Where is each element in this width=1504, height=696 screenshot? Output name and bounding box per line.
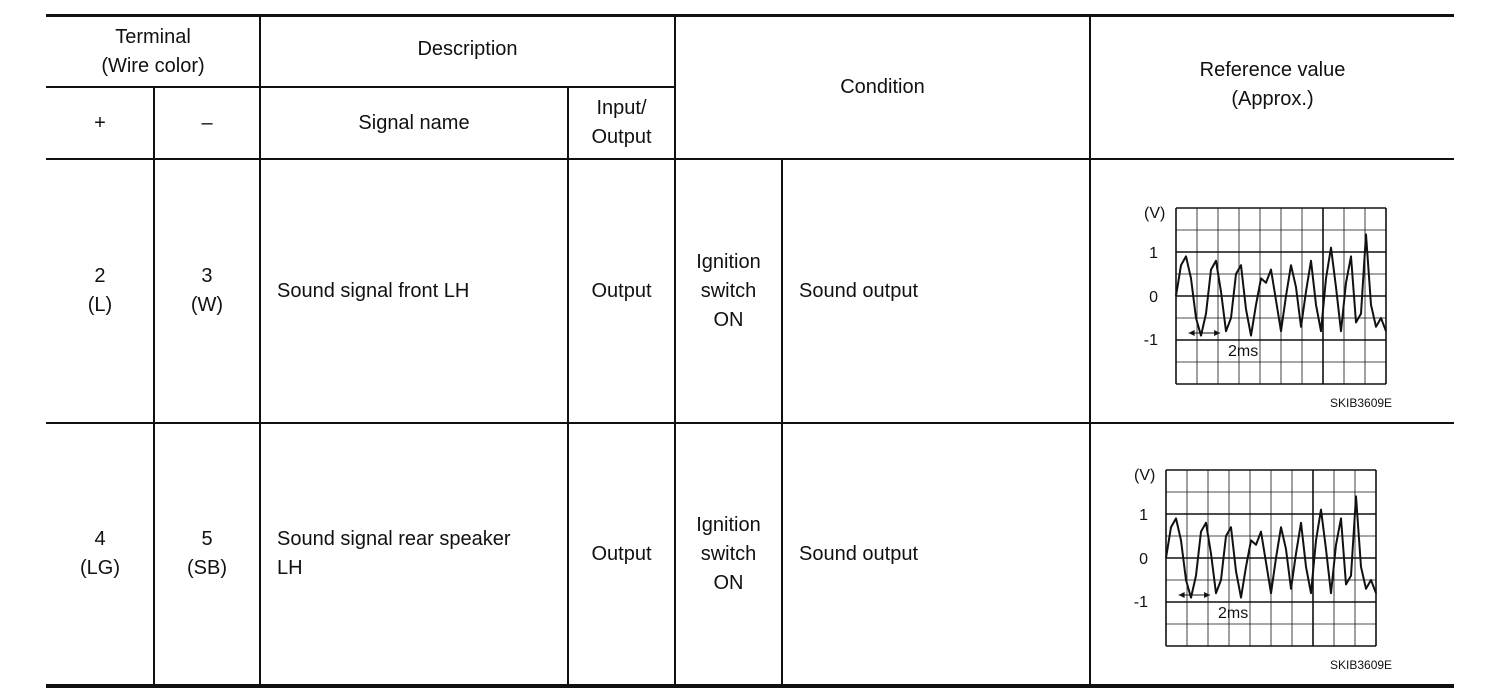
- header-terminal: [47, 17, 259, 86]
- row1-signal-name: Sound signal front LH: [277, 279, 470, 302]
- row1-condition-ignition: Ignition switch ON: [696, 250, 761, 331]
- waveform-y-label-1: 1: [1149, 245, 1158, 262]
- waveform-time-label: 2ms: [1228, 343, 1259, 360]
- header-description: Description: [417, 38, 518, 60]
- header-condition: Condition: [840, 76, 925, 98]
- header-io: [569, 88, 674, 158]
- row1-minus: 3 (W): [190, 265, 224, 316]
- row2-signal-name: Sound signal rear speaker LH: [277, 528, 511, 579]
- waveform-unit-label: (V): [1144, 205, 1166, 222]
- waveform-code: SKIB3609E: [1330, 396, 1393, 410]
- waveform-time-label: 2ms: [1218, 605, 1249, 622]
- row1-condition-state: Sound output: [799, 279, 918, 302]
- header-signal-name: Signal name: [358, 111, 470, 134]
- header-terminal-line1: Terminal: [115, 25, 191, 48]
- waveform-unit-label: (V): [1134, 467, 1156, 484]
- waveform-y-label-minus1: -1: [1133, 594, 1148, 611]
- waveform-y-label-1: 1: [1139, 507, 1148, 524]
- time-marker-arrow-right: [1204, 592, 1210, 598]
- row1-io: Output: [591, 279, 652, 302]
- row1-plus: 2 (L): [87, 265, 113, 316]
- header-reference-line2: (Approx.): [1231, 88, 1314, 110]
- table-bottom-border: [46, 684, 1454, 688]
- header-minus: –: [201, 111, 213, 134]
- row2-minus: 5 (SB): [187, 528, 227, 579]
- header-io-line2: Output: [591, 126, 652, 148]
- time-marker-arrow-left: [1189, 330, 1195, 336]
- header-io-line1: Input/: [596, 97, 647, 119]
- waveform-y-label-0: 0: [1139, 551, 1148, 568]
- waveform-y-label-minus1: -1: [1143, 332, 1158, 349]
- row1-waveform: [1130, 196, 1420, 416]
- time-marker-arrow-right: [1214, 330, 1220, 336]
- row2-condition-state: Sound output: [799, 542, 918, 565]
- header-terminal-line2: (Wire color): [101, 54, 205, 77]
- header-reference-line1: Reference value: [1199, 59, 1346, 81]
- row2-io: Output: [591, 542, 652, 565]
- header-reference: [1091, 17, 1454, 153]
- time-marker-arrow-left: [1179, 592, 1185, 598]
- waveform-code: SKIB3609E: [1330, 658, 1393, 672]
- row2-condition-ignition: Ignition switch ON: [696, 513, 761, 594]
- row2-plus: 4 (LG): [80, 528, 120, 579]
- header-plus: +: [94, 111, 106, 134]
- waveform-y-label-0: 0: [1149, 289, 1158, 306]
- row2-waveform: [1120, 458, 1410, 678]
